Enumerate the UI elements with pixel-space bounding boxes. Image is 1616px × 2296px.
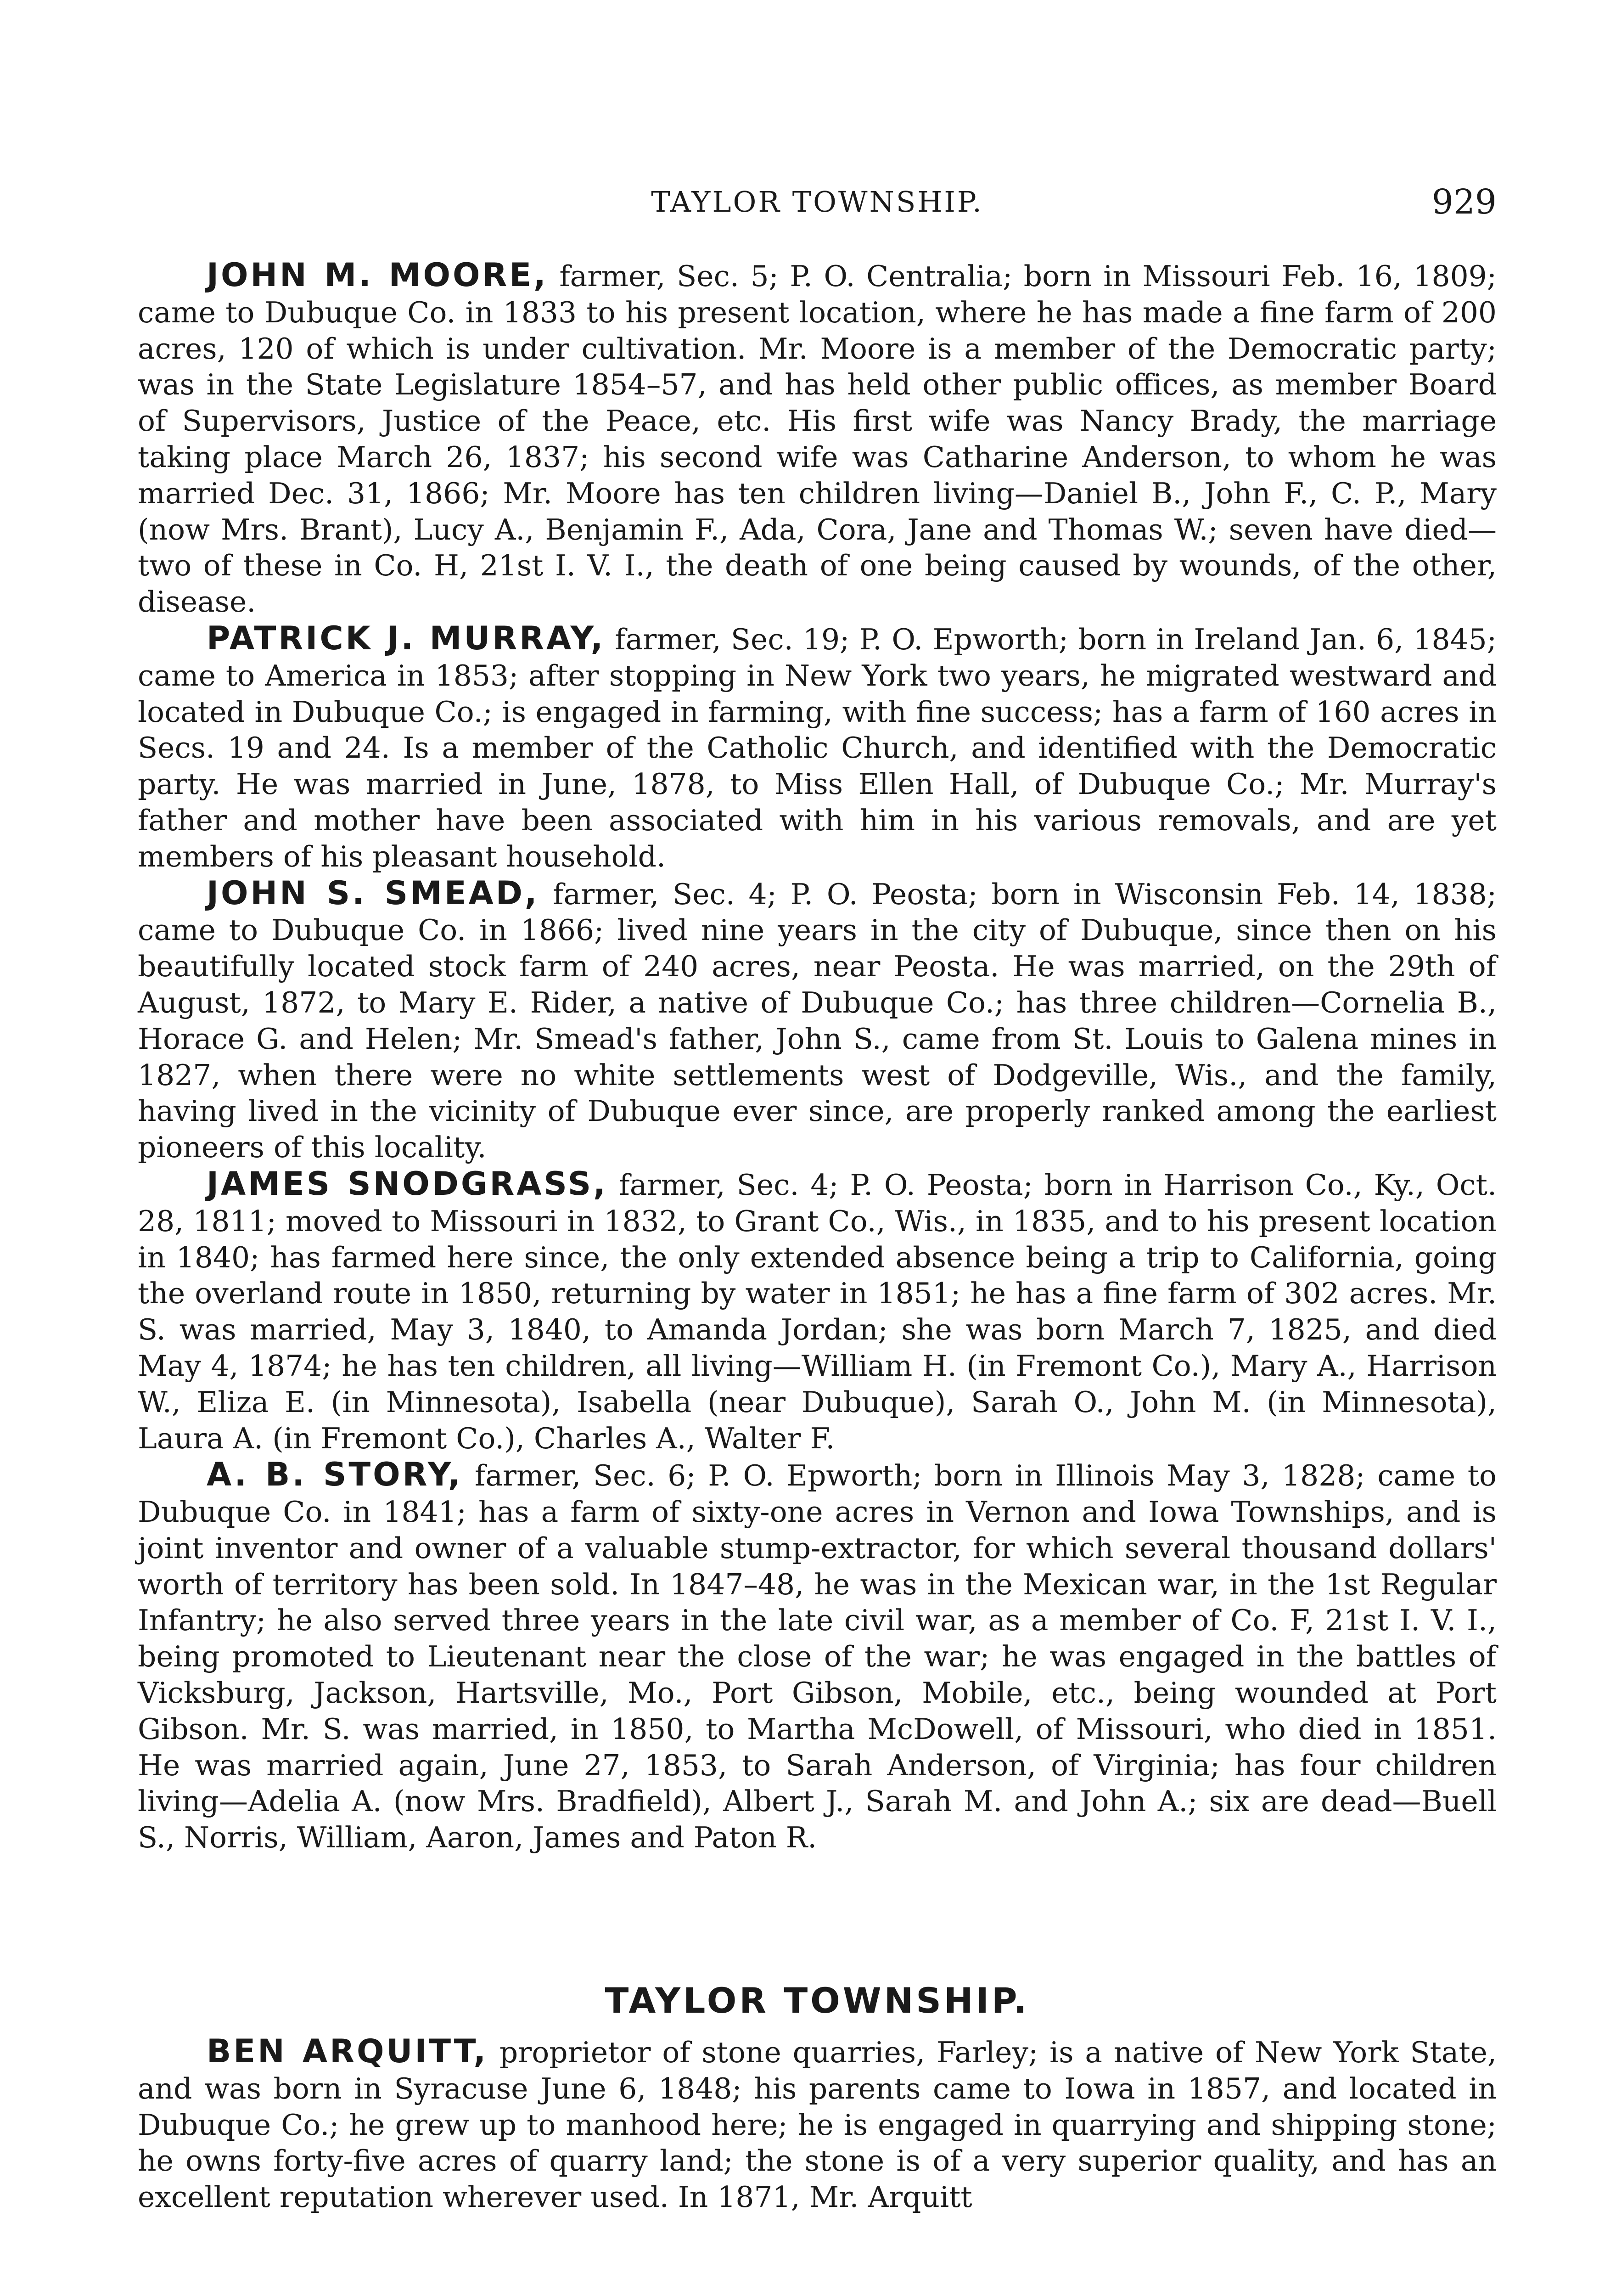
entry-name: JAMES SNODGRASS, xyxy=(207,1165,608,1203)
entry-text: farmer, Sec. 19; P. O. Epworth; born in Ireland Jan. 6, 1845; came to America in 1853; after stopping in New York two years, he migrated westward and located in Dubuque Co.; is engaged in farming, with fine success; has a farm of 160 acres in Secs. 19 and 24. Is a member of the Catholic Church, and identified with the Democratic party. He was married in June, 1878, to Miss Ellen Hall, of Dubuque Co.; Mr. Murray's father and mother have been associated with him in his various removals, and are yet members of his pleasant household. xyxy=(138,622,1497,873)
running-head: TAYLOR TOWNSHIP. xyxy=(651,185,983,219)
section-title: TAYLOR TOWNSHIP. xyxy=(605,1980,1030,2021)
entry-name: BEN ARQUITT, xyxy=(207,2032,488,2071)
biography-entry-murray xyxy=(138,620,1497,875)
page-body xyxy=(138,257,1497,2216)
entry-text: proprietor of stone quarries, Farley; is a native of New York State, and was born in Syracuse June 6, 1848; his parents came to Iowa in 1857, and located in Dubuque Co.; he grew up to manhood here; he is engaged in quarrying and shipping stone; he owns forty-five acres of quarry land; the stone is of a very superior quality, and has an excellent reputation wherever used. In 1871, Mr. Arquitt xyxy=(138,2036,1497,2214)
entry-text: farmer, Sec. 6; P. O. Epworth; born in Illinois May 3, 1828; came to Dubuque Co. in 1841; has a farm of sixty-one acres in Vernon and Iowa Townships, and is joint inventor and owner of a valuable stump-extractor, for which several thousand dollars' worth of territory has been sold. In 1847–48, he was in the Mexican war, in the 1st Regular Infantry; he also served three years in the late civil war, as a member of Co. F, 21st I. V. I., being promoted to Lieutenant near the close of the war; he was engaged in the battles of Vicksburg, Jackson, Hartsville, Mo., Port Gibson, Mobile, etc., being wounded at Port Gibson. Mr. S. was married, in 1850, to Martha McDowell, of Missouri, who died in 1851. He was married again, June 27, 1853, to Sarah Anderson, of Virginia; has four children living—Adelia A. (now Mrs. Bradfield), Albert J., Sarah M. and John A.; six are dead—Buell S., Norris, William, Aaron, James and Paton R. xyxy=(138,1459,1497,1855)
biography-entry-smead xyxy=(138,875,1497,1166)
entry-name: A. B. STORY, xyxy=(207,1456,463,1494)
biography-entry-story xyxy=(138,1457,1497,1856)
biography-entry-arquitt xyxy=(138,2033,1497,2216)
entry-text: farmer, Sec. 4; P. O. Peosta; born in Wisconsin Feb. 14, 1838; came to Dubuque Co. in 1866; lived nine years in the city of Dubuque, since then on his beautifully located stock farm of 240 acres, near Peosta. He was married, on the 29th of August, 1872, to Mary E. Rider, a native of Dubuque Co.; has three children—Cornelia B., Horace G. and Helen; Mr. Smead's father, John S., came from St. Louis to Galena mines in 1827, when there were no white settlements west of Dodgeville, Wis., and the family, having lived in the vicinity of Dubuque ever since, are properly ranked among the earliest pioneers of this locality. xyxy=(138,877,1497,1165)
entry-name: JOHN M. MOORE, xyxy=(207,256,548,294)
entry-text: farmer, Sec. 4; P. O. Peosta; born in Harrison Co., Ky., Oct. 28, 1811; moved to Missouri in 1832, to Grant Co., Wis., in 1835, and to his present location in 1840; has farmed here since, the only extended absence being a trip to California, going the overland route in 1850, returning by water in 1851; he has a fine farm of 302 acres. Mr. S. was married, May 3, 1840, to Amanda Jordan; she was born March 7, 1825, and died May 4, 1874; he has ten children, all living—William H. (in Fremont Co.), Mary A., Harrison W., Eliza E. (in Minnesota), Isabella (near Dubuque), Sarah O., John M. (in Minnesota), Laura A. (in Fremont Co.), Charles A., Walter F. xyxy=(138,1168,1497,1455)
entry-name: PATRICK J. MURRAY, xyxy=(207,619,606,657)
entry-text: farmer, Sec. 5; P. O. Centralia; born in Missouri Feb. 16, 1809; came to Dubuque Co. in 1833 to his present location, where he has made a fine farm of 200 acres, 120 of which is under cultivation. Mr. Moore is a member of the Democratic party; was in the State Legislature 1854–57, and has held other public offices, as member Board of Supervisors, Justice of the Peace, etc. His first wife was Nancy Brady, the marriage taking place March 26, 1837; his second wife was Catharine Anderson, to whom he was married Dec. 31, 1866; Mr. Moore has ten children living—Daniel B., John F., C. P., Mary (now Mrs. Brant), Lucy A., Benjamin F., Ada, Cora, Jane and Thomas W.; seven have died—two of these in Co. H, 21st I. V. I., the death of one being caused by wounds, of the other, disease. xyxy=(138,259,1497,619)
page-number: 929 xyxy=(1431,182,1497,222)
page-header xyxy=(138,181,1497,223)
biography-entry-moore xyxy=(138,257,1497,620)
entry-name: JOHN S. SMEAD, xyxy=(207,874,539,912)
biography-entry-snodgrass xyxy=(138,1166,1497,1457)
